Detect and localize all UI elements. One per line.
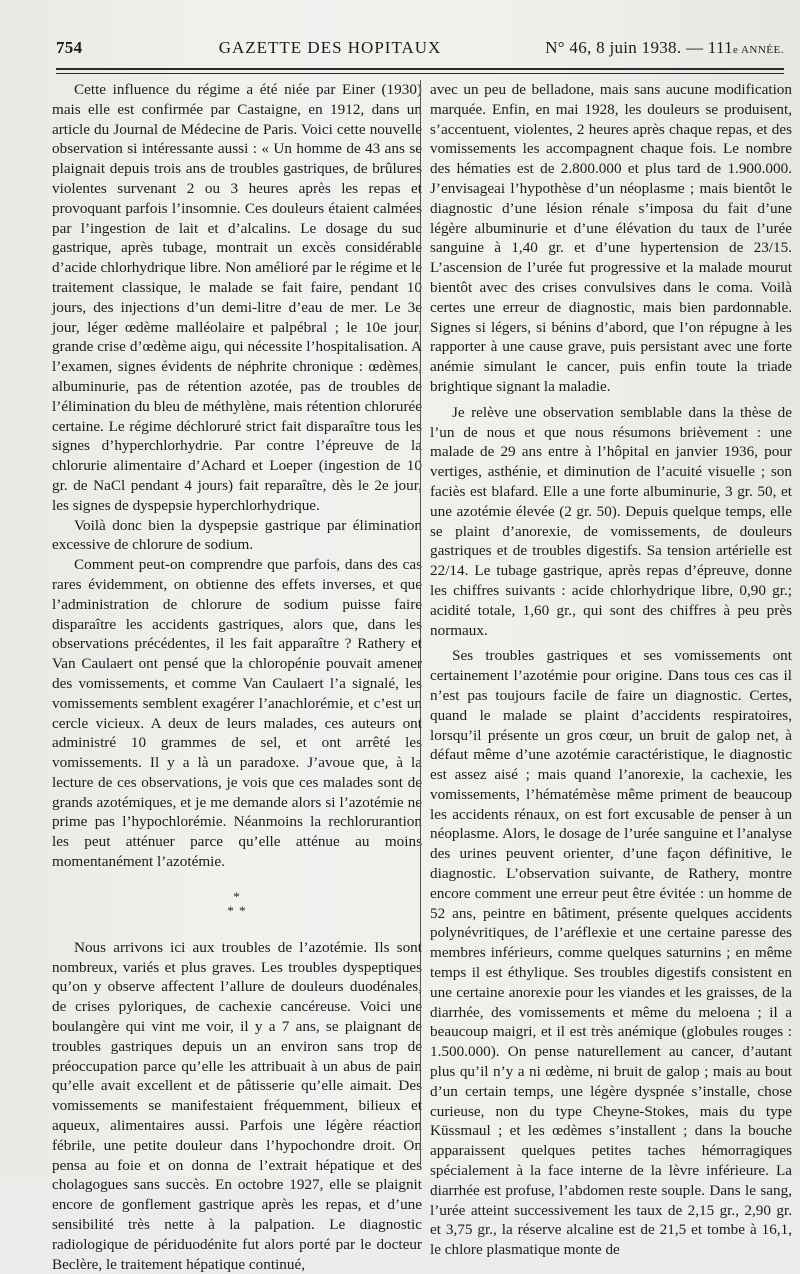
header-rule-thin <box>56 73 784 74</box>
right-column <box>430 80 792 1260</box>
page-number: 754 <box>56 38 83 57</box>
left-column <box>52 80 422 1274</box>
paragraph: Je relève une observation semblable dans la thèse de l’un de nous et que nous résumons brièvement : une malade de 29 ans entre à l’hôpital en janvier 1936, pour vertiges, asthénie, et diminution de l’acuité visuelle ; son faciès est blafard. Elle a une forte albuminurie, 3 gr. 50, et une azotémie élevée (2 gr. 50). Depuis quelque temps, elle se plaint d’anorexie, de vomissements, de douleurs gastriques et de troubles digestifs. Sa tension artérielle est 22/14. Le tubage gastrique, après repas d’épreuve, donne les chiffres suivants : acide chlorhydrique libre, 0,90 gr.; acidité totale, 1,60 gr., qui sont des chiffres à peu près normaux. <box>430 403 792 639</box>
column-divider <box>420 80 421 1165</box>
paragraph: avec un peu de belladone, mais sans aucune modification marquée. Enfin, en mai 1928, les douleurs se produisent, s’accentuent, violentes, 2 heures après chaque repas, et des vomissements les accompagnent chaque fois. Le nombre des hématies est de 2.800.000 et plus tard de 1.900.000. J’envisageai l’hypothèse d’un néoplasme ; mais bientôt le diagnostic d’une lésion rénale s’imposa du fait d’une légère albuminurie et d’une élévation du taux de l’urée sanguine à 1,40 gr. et d’une hypertension de 23/15. L’ascension de l’urée fut progressive et la malade mourut bientôt avec des crises convulsives dans le coma. Voilà certes une erreur de diagnostic, mais bien pardonnable. Signes si légers, si bénins d’abord, que l’on répugne à les rapporter à une cause grave, puis persistant avec une forte anémie simulant le cancer, puis enfin toute la triade brightique signant la maladie. <box>430 81 792 395</box>
separator-star-bottom: * * <box>227 902 247 918</box>
header-rule <box>56 68 784 70</box>
paragraph: Ses troubles gastriques et ses vomissements ont certainement l’azotémie pour origine. Dans tous ces cas il n’est pas toujours facile de faire un diagnostic. Certes, quand le malade se plaint d’accidents respiratoires, lorsqu’il présente un gros cœur, un bruit de galop net, à défaut même d’une azotémie caractéristique, le diagnostic est assez aisé ; mais quand l’anorexie, la cachexie, les vomissements, l’hématémèse même priment de beaucoup les accidents rénaux, on est fort excusable de penser à un néoplasme. Alors, le dosage de l’urée sanguine et l’analyse des urines peuvent orienter, d’une façon définitive, le diagnostic. L’observation suivante, de Rathery, montre encore comment une erreur peut être évitée : un homme de 52 ans, peintre en bâtiment, présente quelques accidents polynévritiques, de l’aréflexie et une certaine paresse des membres inférieurs, comme quelques saturnins ; en même temps il est éthylique. Ses troubles digestifs consistent en une certaine anorexie pour les viandes et les graisses, de la diarrhée, des vomissements et même du meloena ; il a beaucoup maigri, et il est très anémique (globules rouges : 1.500.000). On pense naturellement au cancer, d’autant plus qu’il n’y a ni œdème, ni bruit de galop ; mais au bout d’un certain temps, une légère dyspnée s’installe, chose curieuse, non du type Cheyne-Stokes, mais du type Küssmaul ; et les œdèmes s’installent ; dans la bouche apparaissent quelques petites taches hémorragiques spécialement à la face interne de la lèvre inférieure. La diarrhée est profuse, l’abdomen reste souple. Dans le sang, l’urée atteint successivement les taux de 2,15 gr., 2,90 gr. et 3,75 gr., la réserve alcaline est de 21,5 et tombe à 16,1, le chlore plasmatique monte de <box>430 647 792 1259</box>
issue-main: N° 46, 8 juin 1938. — 111 <box>545 38 733 57</box>
paragraph: Cette influence du régime a été niée par Einer (1930) mais elle est confirmée par Castaigne, en 1912, dans un article du Journal de Médecine de Paris. Voici cette nouvelle observation si intéressante aussi : « Un homme de 43 ans se plaignait depuis trois ans de troubles gastriques, de brûlures violentes survenant 2 ou 3 heures après les repas et provoquant parfois l’insomnie. Ces douleurs étaient calmées par l’ingestion de lait et d’alcalins. Le dosage du suc gastrique, après tubage, montrait un excès considérable d’acide chlorhydrique libre. Non amélioré par le régime et le traitement classique, le malade se fait faire, pendant 10 jours, des injections d’un demi-litre d’eau de mer. Le 3e jour, léger œdème malléolaire et palpébral ; le 10e jour, grande crise d’œdème aigu, qui nécessite l’hospitalisation. A l’examen, signes évidents de néphrite chronique : œdèmes, albuminurie, pas de rétention azotée, pas de troubles de l’élimination du bleu de méthylène, mais rétention chlorurée certaine. Le régime déchloruré strict fait disparaître tous les signes d’hyperchlorhydrie. Par contre l’épreuve de la chlorurie alimentaire d’Achard et Loeper (ingestion de 10 gr. de NaCl pendant 4 jours) fait reparaître, dès le 2e jour, les signes de dyspepsie hyperchlorhydrique. <box>52 81 422 514</box>
page-header <box>56 38 784 66</box>
section-separator <box>52 890 422 918</box>
paragraph: Nous arrivons ici aux troubles de l’azotémie. Ils sont nombreux, variés et plus graves. Les troubles dyspeptiques qu’on y observe affectent l’allure de douleurs duodénales, de crises pyloriques, de cachexie cancéreuse. Voici une boulangère qui vint me voir, il y a 7 ans, se plaignant de troubles gastriques depuis un an environ sans trop de préoccupation parce qu’elle les attribuait à un abus de pain qu’elle avait excellent et de pâtisserie qu’elle aimait. Des vomissements se manifestaient fréquemment, bilieux et aqueux, alimentaires aussi. Parfois une légère réaction fébrile, une petite douleur dans l’hypochondre droit. On pensa au foie et on donna de l’extrait hépatique et des cholagogues sans succès. En octobre 1927, elle se plaignit encore de gonflement gastrique après les repas, et d’une sensibilité très nette à la palpation. Le diagnostic radiologique de périduodénite fut alors porté par le docteur Beclère, le traitement hépatique continué, <box>52 938 422 1273</box>
paragraph: Voilà donc bien la dyspepsie gastrique par élimination excessive de chlorure de sodium. <box>52 516 422 554</box>
paragraph: Comment peut-on comprendre que parfois, dans des cas rares évidemment, on obtienne des effets inverses, et que l’administration de chlorure de sodium puisse faire disparaître les accidents gastriques, alors que, dans les observations précédentes, il les fait apparaître ? Rathery et Van Caulaert ont pensé que la chloropénie pouvait amener des vomissements, et comme Van Caulaert l’a signalé, les vomissements semblent exagérer l’anachlorémie, et c’est un cercle vicieux. A deux de leurs malades, ces auteurs ont administré 10 grammes de sel, et ont arrêté les vomissements. Il y a là un paradoxe. J’avoue que, à la lecture de ces observations, je vois que ces malades sont de grands azotémiques, et je me demande alors si l’azotémie ne prime pas l’hypochlorémie. Néanmoins la rechlorurantion les peut atténuer parce qu’elle atténue au moins momentanément l’azotémie. <box>52 556 422 871</box>
issue-suffix: e ANNÉE. <box>732 44 784 56</box>
separator-star-top: * <box>233 888 241 904</box>
journal-title: GAZETTE DES HOPITAUX <box>218 38 442 57</box>
issue-info <box>544 38 784 58</box>
